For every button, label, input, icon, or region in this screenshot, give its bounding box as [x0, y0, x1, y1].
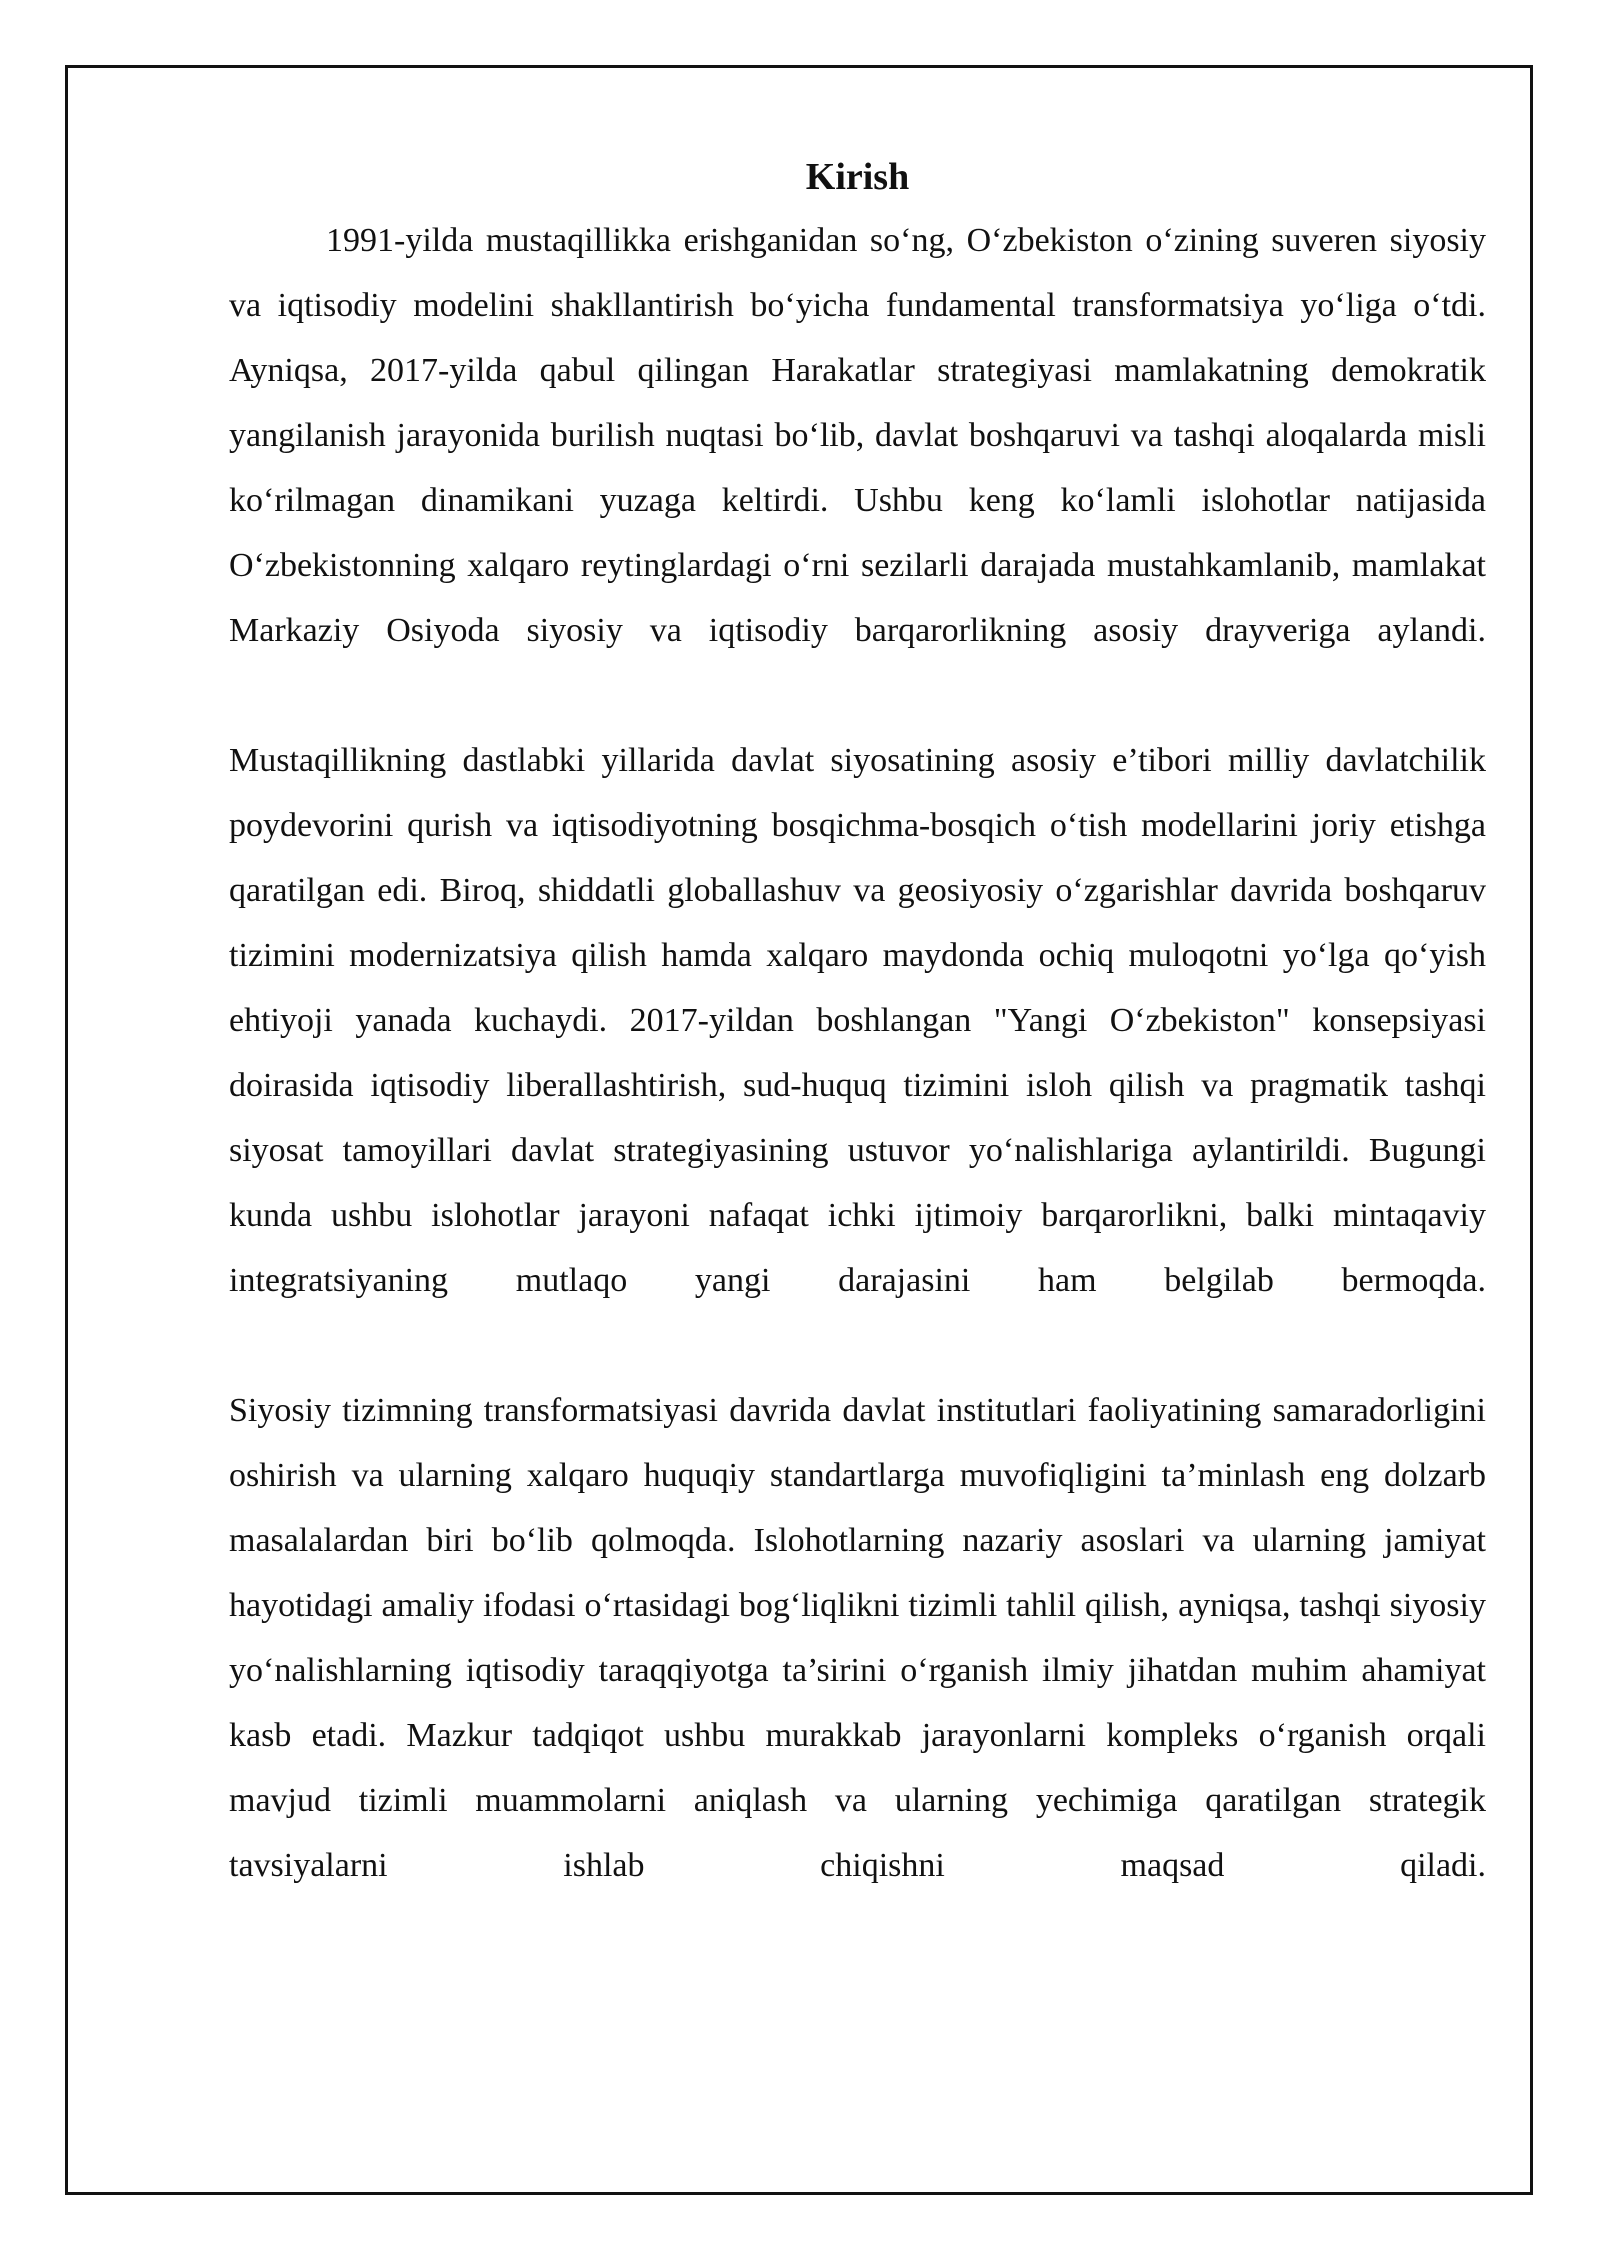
paragraph-gap	[229, 1313, 1486, 1378]
document-title: Kirish	[805, 156, 910, 198]
paragraph-3: Siyosiy tizimning transformatsiyasi davrida davlat institutlari faoliyatining samaradorligini oshirish va ularning xalqaro huquqiy standartlarga muvofiqligini ta’minlash eng dolzarb masalalardan biri bo‘lib qolmoqda. Islohotlarning nazariy asoslari va ularning jamiyat hayotidagi amaliy ifodasi o‘rtasidagi bog‘liqlikni tizimli tahlil qilish, ayniqsa, tashqi siyosiy yo‘nalishlarning iqtisodiy taraqqiyotga ta’sirini o‘rganish ilmiy jihatdan muhim ahamiyat kasb etadi. Mazkur tadqiqot ushbu murakkab jarayonlarni kompleks o‘rganish orqali mavjud tizimli muammolarni aniqlash va ularning yechimiga qaratilgan strategik tavsiyalarni ishlab chiqishni maqsad qiladi.	[229, 1392, 1486, 1884]
paragraph-gap	[229, 663, 1486, 728]
document-body	[229, 146, 1486, 1898]
paragraph-1: 1991-yilda mustaqillikka erishganidan so‘ng, O‘zbekiston o‘zining suveren siyosiy va iqtisodiy modelini shakllantirish bo‘yicha fundamental transformatsiya yo‘liga o‘tdi. Ayniqsa, 2017-yilda qabul qilingan Harakatlar strategiyasi mamlakatning demokratik yangilanish jarayonida burilish nuqtasi bo‘lib, davlat boshqaruvi va tashqi aloqalarda misli ko‘rilmagan dinamikani yuzaga keltirdi. Ushbu keng ko‘lamli islohotlar natijasida O‘zbekistonning xalqaro reytinglardagi o‘rni sezilarli darajada mustahkamlanib, mamlakat Markaziy Osiyoda siyosiy va iqtisodiy barqarorlikning asosiy drayveriga aylandi.	[229, 222, 1486, 649]
paragraph-2: Mustaqillikning dastlabki yillarida davlat siyosatining asosiy e’tibori milliy davlatchilik poydevorini qurish va iqtisodiyotning bosqichma-bosqich o‘tish modellarini joriy etishga qaratilgan edi. Biroq, shiddatli globallashuv va geosiyosiy o‘zgarishlar davrida boshqaruv tizimini modernizatsiya qilish hamda xalqaro maydonda ochiq muloqotni yo‘lga qo‘yish ehtiyoji yanada kuchaydi. 2017-yildan boshlangan "Yangi O‘zbekiston" konsepsiyasi doirasida iqtisodiy liberallashtirish, sud-huquq tizimini isloh qilish va pragmatik tashqi siyosat tamoyillari davlat strategiyasining ustuvor yo‘nalishlariga aylantirildi. Bugungi kunda ushbu islohotlar jarayoni nafaqat ichki ijtimoiy barqarorlikni, balki mintaqaviy integratsiyaning mutlaqo yangi darajasini ham belgilab bermoqda.	[229, 742, 1486, 1299]
